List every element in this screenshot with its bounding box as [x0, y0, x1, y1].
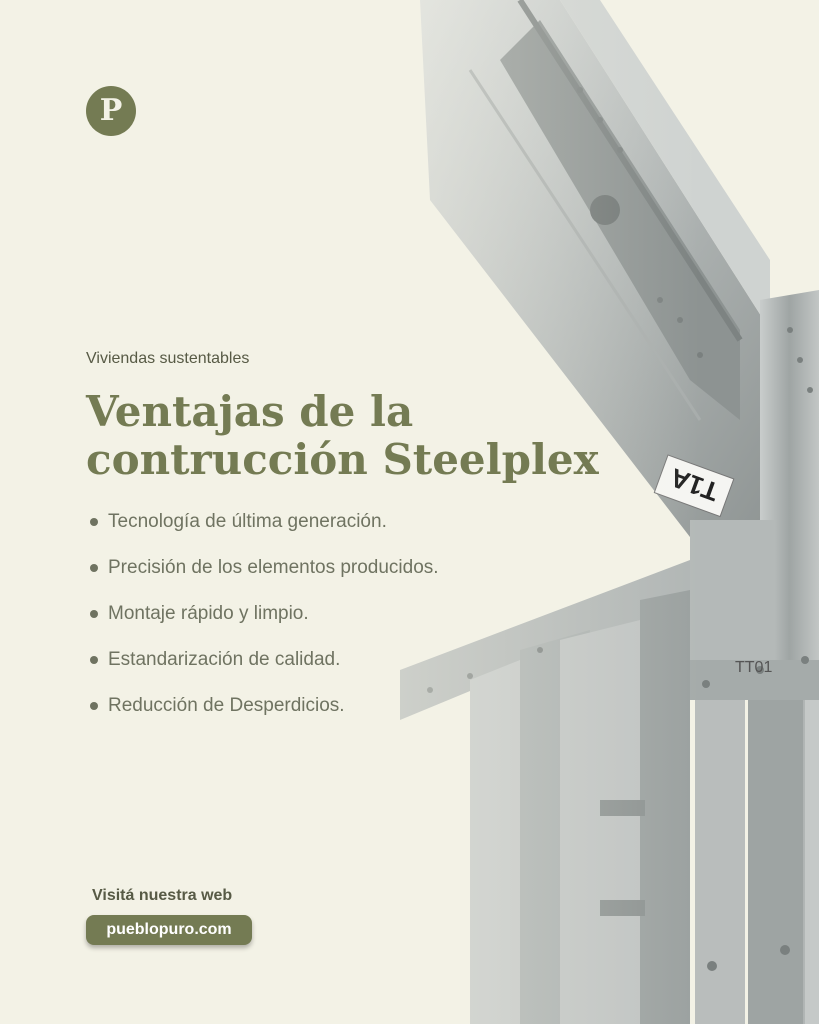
list-item — [90, 600, 439, 646]
benefit-text: Reducción de Desperdicios. — [108, 695, 345, 716]
benefit-text: Precisión de los elementos producidos. — [108, 557, 439, 578]
bullet-icon — [90, 610, 98, 618]
title-line-1: Ventajas de la — [86, 387, 414, 436]
list-item — [90, 554, 439, 600]
cta-label: Visitá nuestra web — [92, 887, 233, 904]
stud-tag-label: TT01 — [735, 659, 773, 676]
benefit-text: Tecnología de última generación. — [108, 511, 387, 532]
page-title — [86, 388, 606, 484]
bullet-icon — [90, 702, 98, 710]
eyebrow: Viviendas sustentables — [86, 350, 250, 367]
bullet-icon — [90, 656, 98, 664]
website-link-button[interactable]: pueblopuro.com — [86, 915, 252, 945]
benefits-list — [90, 508, 439, 738]
logo-letter: P — [99, 93, 123, 128]
bullet-icon — [90, 518, 98, 526]
list-item — [90, 508, 439, 554]
benefit-text: Estandarización de calidad. — [108, 649, 341, 670]
benefit-text: Montaje rápido y limpio. — [108, 603, 309, 624]
pueblo-puro-logo-icon — [86, 86, 136, 136]
list-item — [90, 646, 439, 692]
list-item — [90, 692, 439, 738]
bullet-icon — [90, 564, 98, 572]
title-line-2: contrucción Steelplex — [86, 435, 599, 484]
